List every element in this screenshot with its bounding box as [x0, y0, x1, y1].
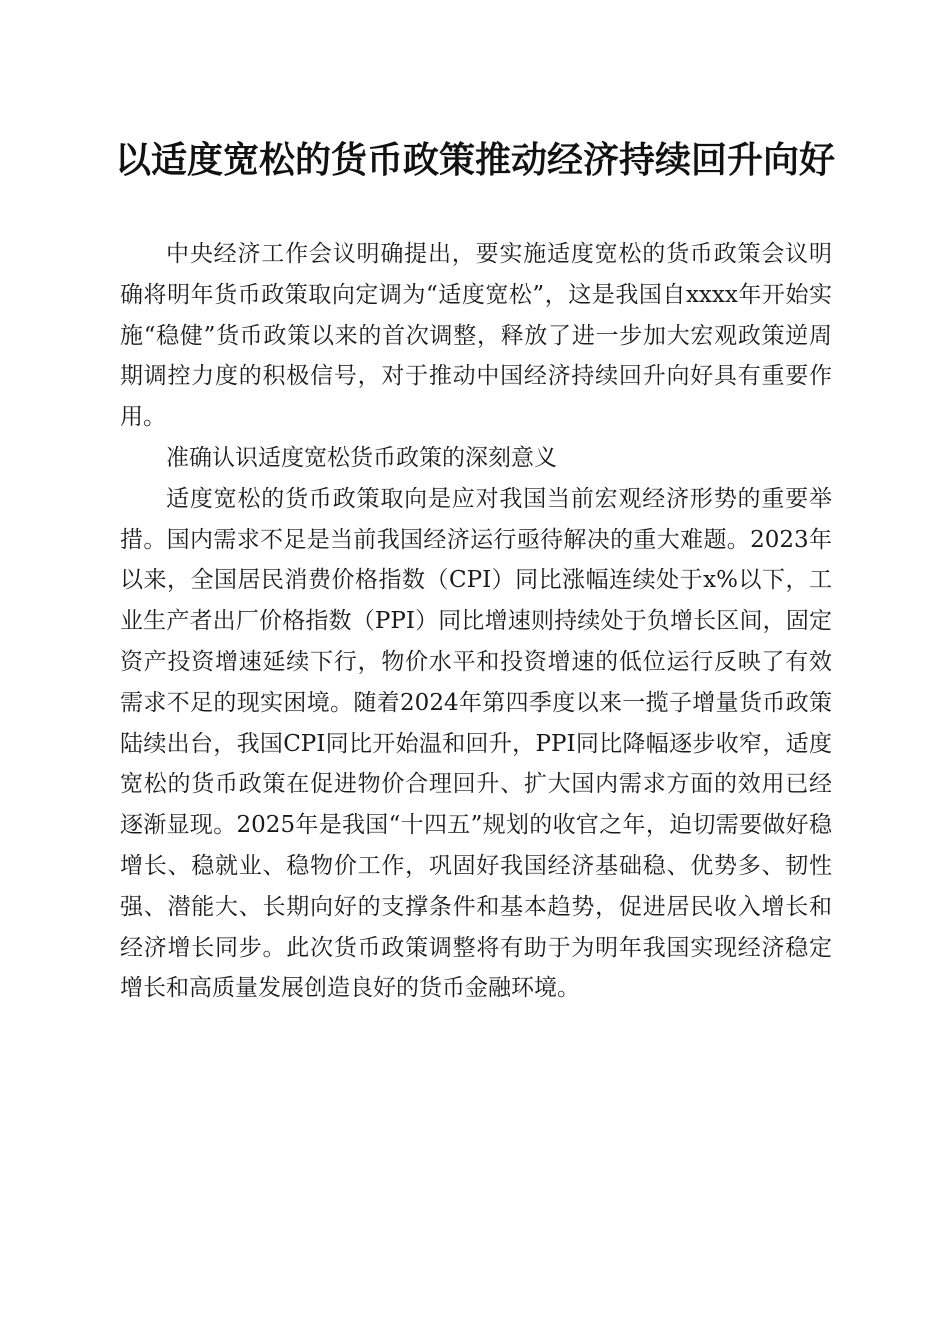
section-heading: 准确认识适度宽松货币政策的深刻意义 — [166, 444, 557, 471]
paragraph-intro: 中央经济工作会议明确提出，要实施适度宽松的货币政策会议明确将明年货币政策取向定调为“适度宽松”，这是我国自xxxx年开始实施“稳健”货币政策以来的首次调整，释放了进一步加大宏观政策逆周期调控力度的积极信号，对于推动中国经济持续回升向好具有重要作用。 — [120, 241, 832, 431]
document-title: 以适度宽松的货币政策推动经济持续回升向好 — [114, 139, 835, 181]
paragraph-main: 适度宽松的货币政策取向是应对我国当前宏观经济形势的重要举措。国内需求不足是当前我国经济运行亟待解决的重大难题。2023年以来，全国居民消费价格指数（CPI）同比涨幅连续处于x%以下，工业生产者出厂价格指数（PPI）同比增速则持续处于负增长区间，固定资产投资增速延续下行，物价水平和投资增速的低位运行反映了有效需求不足的现实困境。随着2024年第四季度以来一揽子增量货币政策陆续出台，我国CPI同比开始温和回升，PPI同比降幅逐步收窄，适度宽松的货币政策在促进物价合理回升、扩大国内需求方面的效用已经逐渐显现。2025年是我国“十四五”规划的收官之年，迫切需要做好稳增长、稳就业、稳物价工作，巩固好我国经济基础稳、优势多、韧性强、潜能大、长期向好的支撑条件和基本趋势，促进居民收入增长和经济增长同步。此次货币政策调整将有助于为明年我国实现经济稳定增长和高质量发展创造良好的货币金融环境。 — [120, 485, 832, 1002]
document-body — [120, 234, 832, 1009]
